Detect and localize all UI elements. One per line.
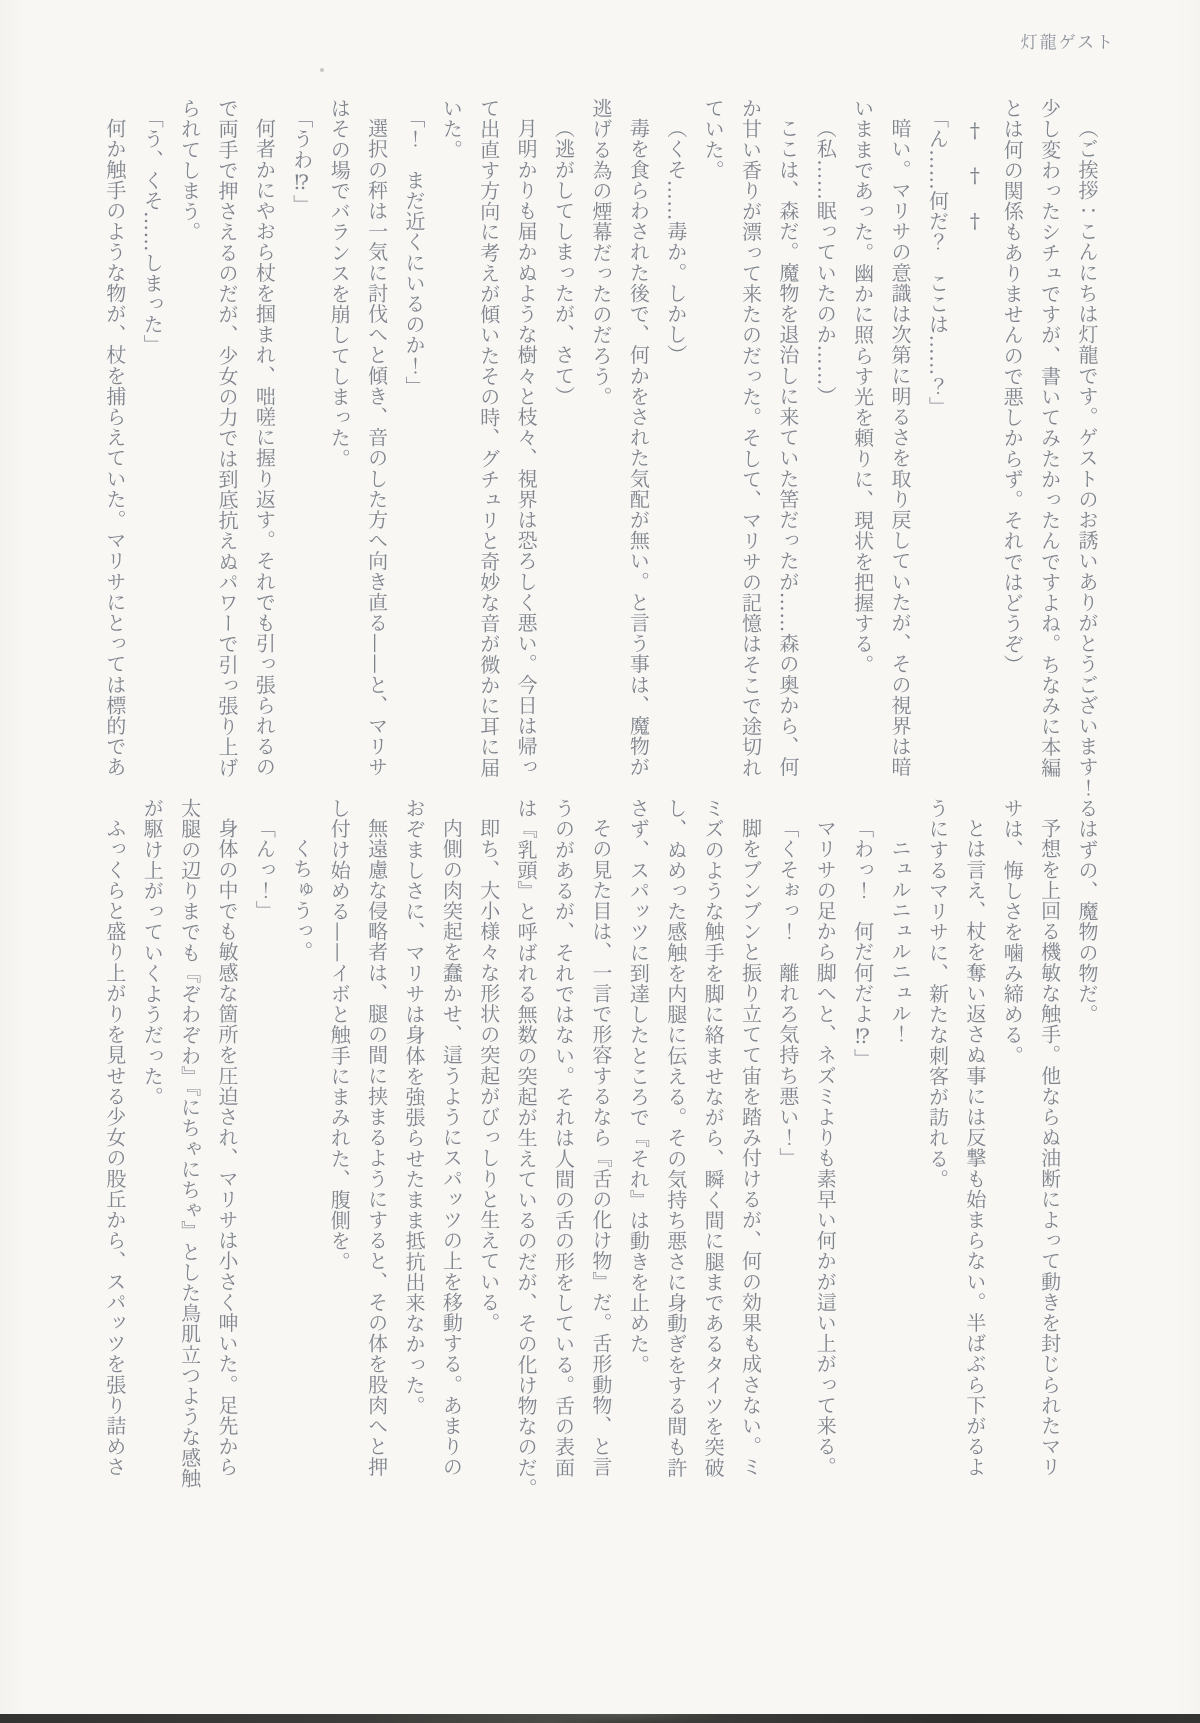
text-line: 「んっ！」 [252,818,277,921]
text-line: 無遠慮な侵略者は、腿の間に挟まるようにすると、その体を股肉へと押 [364,818,389,1478]
text-line: 少し変わったシチュですが、書いてみたかったんですよね。ちなみに本編 [1037,98,1062,778]
text-line: その見た目は、一言で形容するなら『舌の化け物』だ。舌形動物、と言 [588,818,613,1478]
text-line: ミズのような触手を脚に絡ませながら、瞬く間に腿まであるタイツを突破 [701,798,726,1478]
scan-bottom-edge [0,1714,1200,1723]
text-line: （逃がしてしまったが、さて） [551,118,576,407]
text-line: 即ち、大小様々な形状の突起がびっしりと生えている。 [476,818,501,1333]
text-line: 毒を食らわされた後で、何かをされた気配が無い。と言う事は、魔物が [626,118,651,778]
text-line: いままであった。幽かに照らす光を頼りに、現状を把握する。 [850,98,875,675]
text-line: さず、スパッツに到達したところで『それ』は動きを止めた。 [626,798,651,1375]
text-line: （くそ……毒か。しかし） [663,118,688,366]
text-line: 「う、くそ……しまった」 [140,108,165,356]
text-line: 何者かにやおら杖を掴まれ、咄嗟に握り返す。それでも引っ張られるの [252,118,277,778]
text-line: † † † [962,118,987,233]
text-line: うのがあるが、それではない。それは人間の舌の形をしている。舌の表面 [551,798,576,1478]
text-line: 「うわ⁉」 [289,108,314,215]
text-line: くちゅうっ。 [289,838,314,962]
text-line: （ご挨拶：こんにちは灯龍です。ゲストのお誘いありがとうございます！ [1075,118,1099,798]
text-line: とは何の関係もありませんので悪しからず。それではどうぞ） [1000,98,1025,675]
page-header-title: 灯龍ゲスト [1020,33,1115,53]
text-line: いた。 [439,98,464,160]
text-line: サは、悔しさを噛み締める。 [1000,798,1025,1066]
text-line: 内側の肉突起を蠢かせ、這うようにスパッツの上を移動する。あまりの [439,818,464,1478]
text-block-bottom [85,798,1105,1499]
text-line: 「くそぉっ！ 離れろ気持ち悪い！」 [775,818,800,1169]
scan-speck [320,68,324,72]
text-line: 何か触手のような物が、杖を捕らえていた。マリサにとっては標的であ [102,118,127,778]
text-line: 暗い。マリサの意識は次第に明るさを取り戻していたが、その視界は暗 [888,118,913,778]
text-block-top [85,98,1105,798]
text-line: とは言え、杖を奪い返さぬ事には反撃も始まらない。半ばぶら下がるよ [962,818,987,1478]
text-line: 予想を上回る機敏な触手。他ならぬ油断によって動きを封じられたマリ [1037,818,1062,1478]
text-line: ていた。 [701,98,726,181]
text-line: おぞましさに、マリサは身体を強張らせたまま抵抗出来なかった。 [401,798,426,1416]
text-line: られてしまう。 [177,98,202,243]
text-line: 太腿の辺りまでも『ぞわぞわ』『にちゃにちゃ』とした鳥肌立つような感触 [177,798,202,1489]
text-line: 選択の秤は一気に討伐へと傾き、音のした方へ向き直る——と、マリサ [364,118,389,778]
text-line: 「ん……何だ？ ここは……？」 [925,108,950,417]
text-line: て出直す方向に考えが傾いたその時、グチュリと奇妙な音が微かに耳に届 [476,98,501,778]
text-line: は『乳頭』と呼ばれる無数の突起が生えているのだが、その化け物なのだ。 [514,798,539,1499]
text-line: ふっくらと盛り上がりを見せる少女の股丘から、スパッツを張り詰めさ [102,818,127,1478]
text-line: し付け始める——イボと触手にまみれた、腹側を。 [327,798,352,1272]
text-line: 月明かりも届かぬような樹々と枝々、視界は恐ろしく悪い。今日は帰っ [514,118,539,778]
text-line: ニュルニュルニュル！ [888,838,913,1044]
text-line: 逃げる為の煙幕だったのだろう。 [588,98,613,407]
text-line: はその場でバランスを崩してしまった。 [327,98,352,469]
text-line: 脚をブンブンと振り立てて宙を踏み付けるが、何の効果も成さない。ミ [738,818,763,1478]
text-line: るはずの、魔物の物だ。 [1075,798,1099,1025]
text-line: で両手で押さえるのだが、少女の力では到底抗えぬパワーで引っ張り上げ [215,98,240,778]
text-line: マリサの足から脚へと、ネズミよりも素早い何かが這い上がって来る。 [813,818,838,1478]
text-line: 「！ まだ近くにいるのか！」 [401,108,426,397]
text-line: ここは、森だ。魔物を退治しに来ていた筈だったが……森の奥から、何 [775,118,800,778]
text-line: うにするマリサに、新たな刺客が訪れる。 [925,798,950,1190]
text-line: 「わっ！ 何だ何だよ⁉」 [850,818,875,1070]
text-line: 身体の中でも敏感な箇所を圧迫され、マリサは小さく呻いた。足先から [215,818,240,1478]
text-line: か甘い香りが漂って来たのだった。そして、マリサの記憶はそこで途切れ [738,98,763,778]
text-line: し、ぬめった感触を内腿に伝える。その気持ち悪さに身動ぎをする間も許 [663,798,688,1478]
text-line: が駆け上がっていくようだった。 [140,798,165,1107]
text-line: （私……眠っていたのか……） [813,118,838,407]
